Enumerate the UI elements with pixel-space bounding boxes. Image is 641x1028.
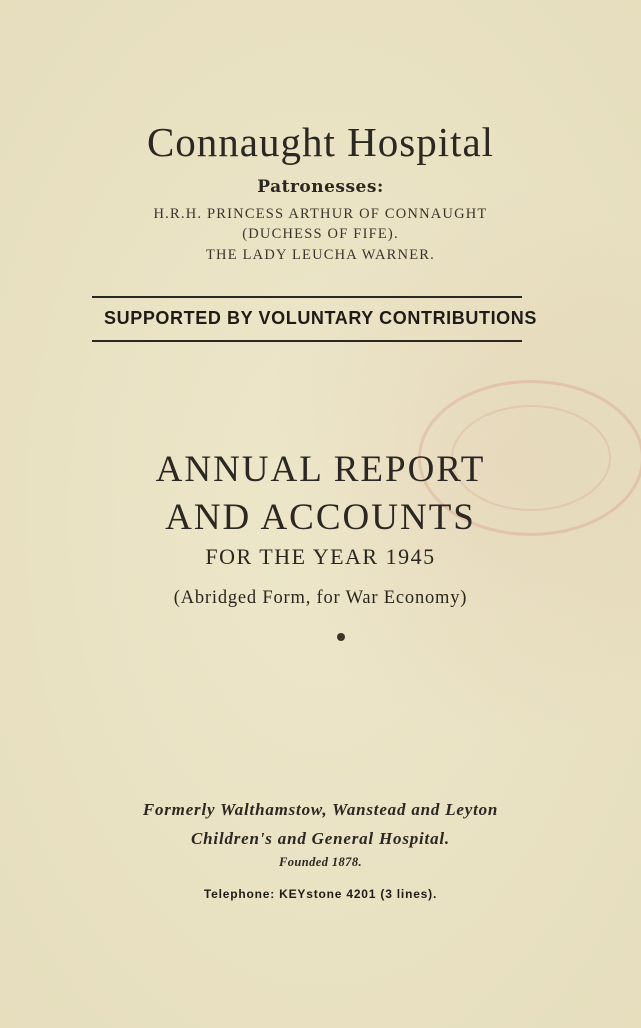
bottom-rule [92, 340, 522, 342]
patronesses-heading: Patronesses: [257, 177, 384, 197]
edition-note: (Abridged Form, for War Economy) [173, 588, 468, 608]
patron-line-3: THE LADY LEUCHA WARNER. [206, 247, 435, 263]
report-year: FOR THE YEAR 1945 [205, 544, 436, 569]
support-statement: SUPPORTED BY VOLUNTARY CONTRIBUTIONS [104, 308, 537, 328]
hospital-title: Connaught Hospital [146, 119, 495, 165]
history-line-1: Formerly Walthamstow, Wanstead and Leyton [142, 800, 499, 819]
patron-line-2: (DUCHESS OF FIFE). [242, 226, 399, 242]
telephone-line: Telephone: KEYstone 4201 (3 lines). [203, 887, 438, 901]
separator-dot [337, 633, 345, 641]
founded-year: Founded 1878. [279, 855, 362, 869]
report-title-line-2: AND ACCOUNTS [165, 497, 476, 538]
patron-line-1: H.R.H. PRINCESS ARTHUR OF CONNAUGHT [153, 206, 488, 222]
history-line-2: Children's and General Hospital. [191, 829, 450, 848]
top-rule [92, 296, 522, 298]
report-title-line-1: ANNUAL REPORT [155, 449, 486, 490]
